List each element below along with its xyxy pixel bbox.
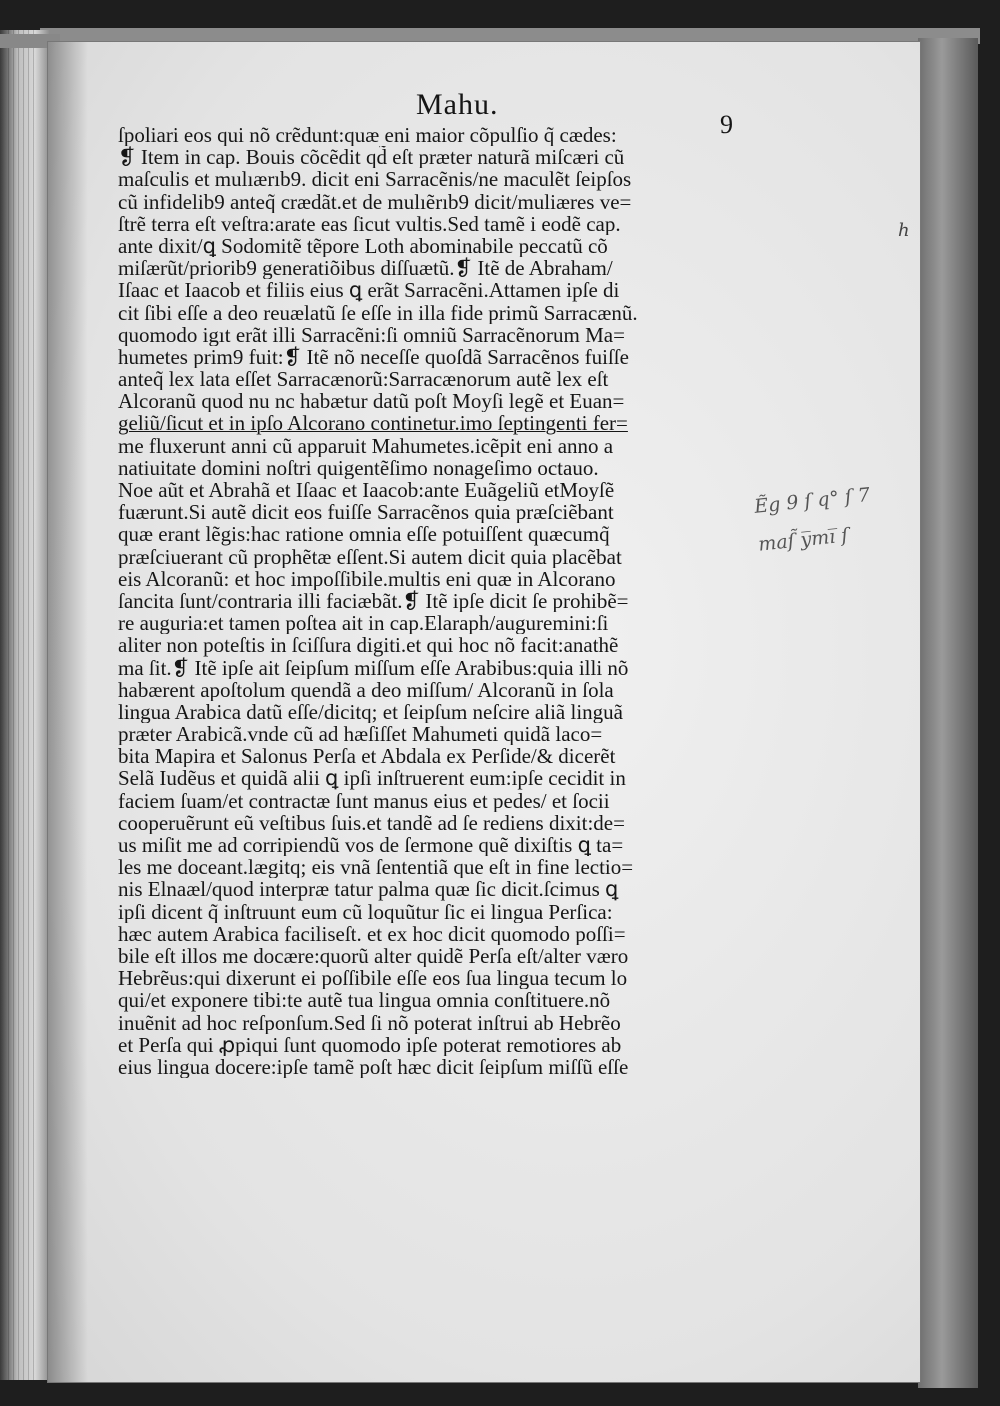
text-line: Alcoranũ quod nu nc habætur datũ poſt Moyſi legẽ et Euan=	[118, 390, 625, 413]
text-line: bile eſt illos me docære:quorũ alter quidẽ Perſa eſt/alter væro	[118, 944, 629, 968]
text-line: fuærunt.Si autẽ dicit eos fuiſſe Sarracẽnos quia præſciẽbant	[118, 501, 614, 524]
page-stack-lines	[8, 30, 38, 1380]
text-line: præter Arabicã.vnde cũ ad hæſiſſet Mahumeti quidã laco=	[118, 723, 603, 746]
text-line: miſærũt/priorib9 generatiõibus diſſuætũ.❡ Itẽ de Abraham/	[118, 257, 613, 280]
handwritten-marginalia	[752, 472, 909, 563]
text-line: hæc autem Arabica faciliseſt. et ex hoc dicit quomodo poſſi=	[118, 922, 626, 945]
page-gutter-shadow	[48, 42, 88, 1382]
text-line: ipſi dicent q̃ inſtruunt eum cũ loquũtur ſic ei lingua Perſica:	[118, 900, 613, 923]
text-line: eis Alcoranũ: et hoc impoſſibile.multis eni quæ in Alcorano	[118, 567, 616, 590]
text-line: re auguria:et tamen poſtea ait in cap.Elaraph/auguremini:ſi	[118, 612, 609, 635]
text-line: inuẽnit ad hoc reſponſum.Sed ſi nõ poterat inſtrui ab Hebrẽo	[118, 1011, 621, 1034]
text-line: præſciuerant cũ prophẽtæ eſſent.Si autem dicit quia placẽbat	[118, 545, 622, 568]
text-line: cũ infidelib9 anteq̃ crædãt.et de mulıẽrıb9 dicit/muliæres ve=	[118, 190, 632, 213]
text-line: lingua Arabica datũ eſſe/dicitq; et ſeipſum neſcire aliã linguã	[118, 700, 623, 724]
text-line: ſancita ſunt/contraria illi faciæbãt.❡ Itẽ ipſe dicit ſe prohibẽ=	[118, 589, 629, 613]
facing-page-edge	[0, 30, 50, 1380]
text-line: ❡ Item in cap. Bouis cõcẽdit qd̃ eſt præter naturã miſcæri cũ	[118, 146, 625, 169]
marginalia-line: Ẽg 9 ſ q° ſ 7	[753, 483, 872, 518]
text-line: cit ſibi eſſe a deo reuælatũ ſe eſſe in illa fide primũ Sarracænũ.	[118, 301, 638, 324]
text-line: quæ erant lẽgis:hac ratione omnia eſſe potuiſſent quæcumq̃	[118, 523, 610, 546]
text-line: cooperuẽrunt eũ veſtibus ſuis.et tandẽ ad ſe rediens dixit:de=	[118, 811, 625, 834]
text-line: les me doceant.lægitq; eis vnã ſententiã que eſt in fine lectio=	[118, 856, 634, 879]
text-line: us miſit me ad corripiendũ vos de ſermone quẽ dixiſtis ꝗ ta=	[118, 834, 624, 857]
text-line: quomodo igıt erãt illi Sarracẽni:ſi omniũ Sarracẽnorum Ma=	[118, 323, 625, 346]
text-line: faciem ſuam/et contractæ ſunt manus eius et pedes/ et ſocii	[118, 789, 610, 812]
text-line: habærent apoſtolum quendã a deo miſſum/ Alcoranũ in ſola	[118, 678, 614, 701]
text-line: ma ſit.❡ Itẽ ipſe ait ſeipſum miſſum eſſe Arabibus:quia illi nõ	[118, 656, 629, 679]
text-line: anteq̃ lex lata eſſet Sarracænorũ:Sarracænorum autẽ lex eſt	[118, 368, 609, 391]
body-text	[118, 124, 738, 1078]
text-line: nis Elnaæl/quod interpræ tatur palma quæ ſic dicit.ſcimus ꝗ	[118, 878, 619, 901]
text-line: me fluxerunt anni cũ apparuit Mahumetes.icẽpit eni anno a	[118, 434, 614, 457]
text-line: natiuitate domini noſtri quigentẽſimo nonageſimo octauo.	[118, 456, 599, 479]
text-line: aliter non poteſtis in ſciſſura digiti.et qui hoc nõ facit:anathẽ	[118, 634, 619, 657]
text-line: bita Mapira et Salonus Perſa et Abdala ex Perſide/& dicerẽt	[118, 745, 616, 768]
marginalia-line: maſ̃ y̅mi̅ ſ	[757, 524, 850, 556]
text-line: Noe aũt et Abrahã et Iſaac et Iaacob:ante Euãgeliũ etMoyſẽ	[118, 479, 615, 502]
text-line: humetes prim9 fuit:❡ Itẽ nõ neceſſe quoſdã Sarracẽnos fuiſſe	[118, 345, 629, 369]
text-line: Hebrẽus:qui dixerunt ei poſſibile eſſe eos ſua lingua tecum lo	[118, 967, 628, 990]
text-line: ſpoliari eos qui nõ crẽdunt:quæ eni maior cõpulſio q̃ cædes:	[118, 124, 617, 147]
text-line: ſtrẽ terra eſt veſtra:arate eas ſicut vultis.Sed tamẽ i eodẽ cap.	[118, 212, 621, 235]
text-line: ante dixit/ꝗ Sodomitẽ tẽpore Loth abominabile peccatũ cõ	[118, 234, 608, 258]
text-line: Iſaac et Iaacob et filiis eius ꝗ erãt Sarracẽni.Attamen ipſe di	[118, 279, 620, 302]
margin-mark: h	[898, 220, 910, 241]
text-line: eius lingua docere:ipſe tamẽ poſt hæc dicit ſeipſum miſſũ eſſe	[118, 1055, 629, 1079]
text-line: maſculis et mulıærıb9. dicit eni Sarracẽnis/ne maculẽt ſeipſos	[118, 168, 632, 191]
book-cover-right	[918, 38, 978, 1388]
folio-number: 9	[720, 110, 733, 139]
text-line: Selã Iudẽus et quidã alii ꝗ ipſi inſtruerent eum:ipſe cecidit in	[118, 767, 626, 790]
running-head: Mahu.	[416, 88, 499, 121]
text-line: et Perſa qui ꝓpiqui ſunt quomodo ipſe poterat remotiores ab	[118, 1033, 622, 1056]
text-line: qui/et exponere tibi:te autẽ tua lingua omnia conſtituere.nõ	[118, 989, 611, 1012]
text-line: geliũ/ſicut et in ipſo Alcorano continetur.imo ſeptingenti fer=	[118, 412, 628, 435]
